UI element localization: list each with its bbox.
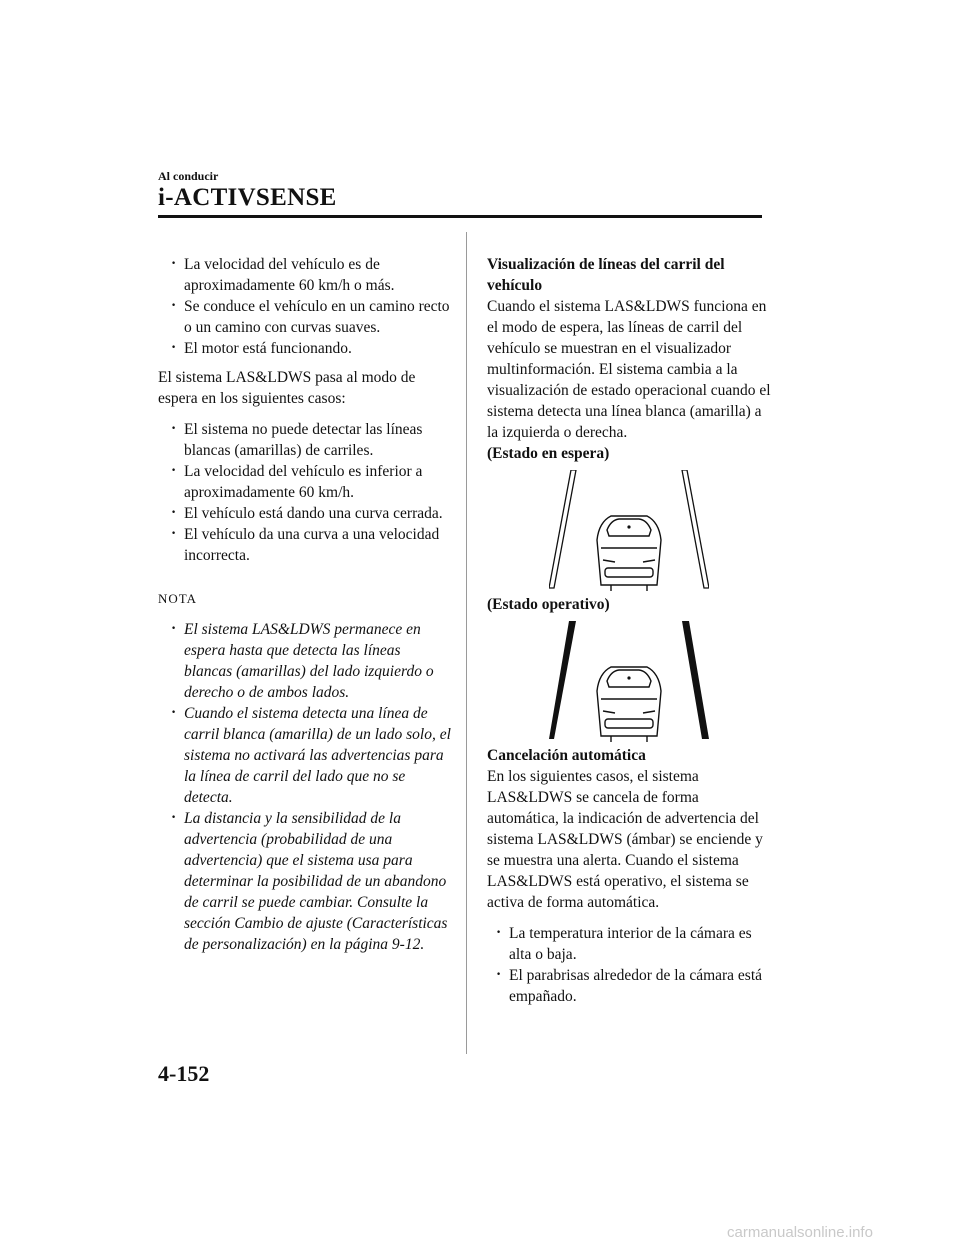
operative-lane-illustration [549, 621, 709, 743]
cancel-cases-list [495, 923, 772, 1007]
list-item: · El parabrisas alrededor de la cámara está empañado. [495, 965, 772, 1007]
left-lane-line [549, 621, 576, 739]
list-item: · Se conduce el vehículo en un camino recto o un camino con curvas suaves. [170, 296, 452, 338]
list-item: · El sistema no puede detectar las líneas blancas (amarillas) de carriles. [170, 419, 452, 461]
section-label: Al conducir [158, 169, 219, 183]
note-label: NOTA [158, 591, 198, 606]
list-item: · El vehículo está dando una curva cerrada. [170, 503, 452, 524]
standby-cases-list [170, 419, 452, 566]
display-text: Cuando el sistema LAS&LDWS funciona en el modo de espera, las líneas de carril del vehículo se muestran en el visualizador multinformación. El sistema cambia a la visualización de estado operacional cuando el sistema detecta una línea blanca (amarilla) a la izquierda o derecha. [487, 298, 771, 441]
list-item: · La velocidad del vehículo es inferior a aproximadamente 60 km/h. [170, 461, 452, 503]
left-column [158, 254, 452, 955]
left-lane-line [549, 470, 576, 588]
conditions-list [170, 254, 452, 359]
standby-state-label: (Estado en espera) [487, 445, 610, 462]
standby-intro: El sistema LAS&LDWS pasa al modo de espera en los siguientes casos: [158, 369, 416, 407]
standby-lane-illustration [549, 470, 709, 592]
note-item: · El sistema LAS&LDWS permanece en espera hasta que detecta las líneas blancas (amarillas) del lado izquierdo o derecho o de ambos lados. [170, 619, 452, 703]
right-lane-line [682, 621, 709, 739]
cancel-text: En los siguientes casos, el sistema LAS&LDWS se cancela de forma automática, la indicación de advertencia del sistema LAS&LDWS (ámbar) se enciende y se muestra una alerta. Cuando el sistema LAS&LDWS está operativo, el sistema se activa de forma automática. [487, 768, 763, 911]
header-rule [158, 215, 762, 218]
list-item: · El vehículo da una curva a una velocidad incorrecta. [170, 524, 452, 566]
right-column [487, 254, 772, 1007]
page-number: 4-152 [158, 1061, 210, 1086]
list-item: · La velocidad del vehículo es de aproximadamente 60 km/h o más. [170, 254, 452, 296]
notes-list [170, 619, 452, 955]
note-item: · Cuando el sistema detecta una línea de carril blanca (amarilla) de un lado solo, el sistema no activará las advertencias para la línea de carril del lado que no se detecta. [170, 703, 452, 808]
note-item: · La distancia y la sensibilidad de la advertencia (probabilidad de una advertencia) que el sistema usa para determinar la posibilidad de un abandono de carril se puede cambiar. Consulte la sección Cambio de ajuste (Características de personalización) en la página 9-12. [170, 808, 452, 955]
list-item: · El motor está funcionando. [170, 338, 452, 359]
right-lane-line [682, 470, 709, 588]
watermark: carmanualsonline.info [727, 1224, 873, 1241]
cancel-heading: Cancelación automática [487, 747, 646, 764]
page-title: i-ACTIVSENSE [158, 184, 337, 211]
display-heading: Visualización de líneas del carril del vehículo [487, 256, 725, 294]
operative-state-label: (Estado operativo) [487, 596, 610, 613]
list-item: · La temperatura interior de la cámara es alta o baja. [495, 923, 772, 965]
column-divider [466, 232, 467, 1054]
